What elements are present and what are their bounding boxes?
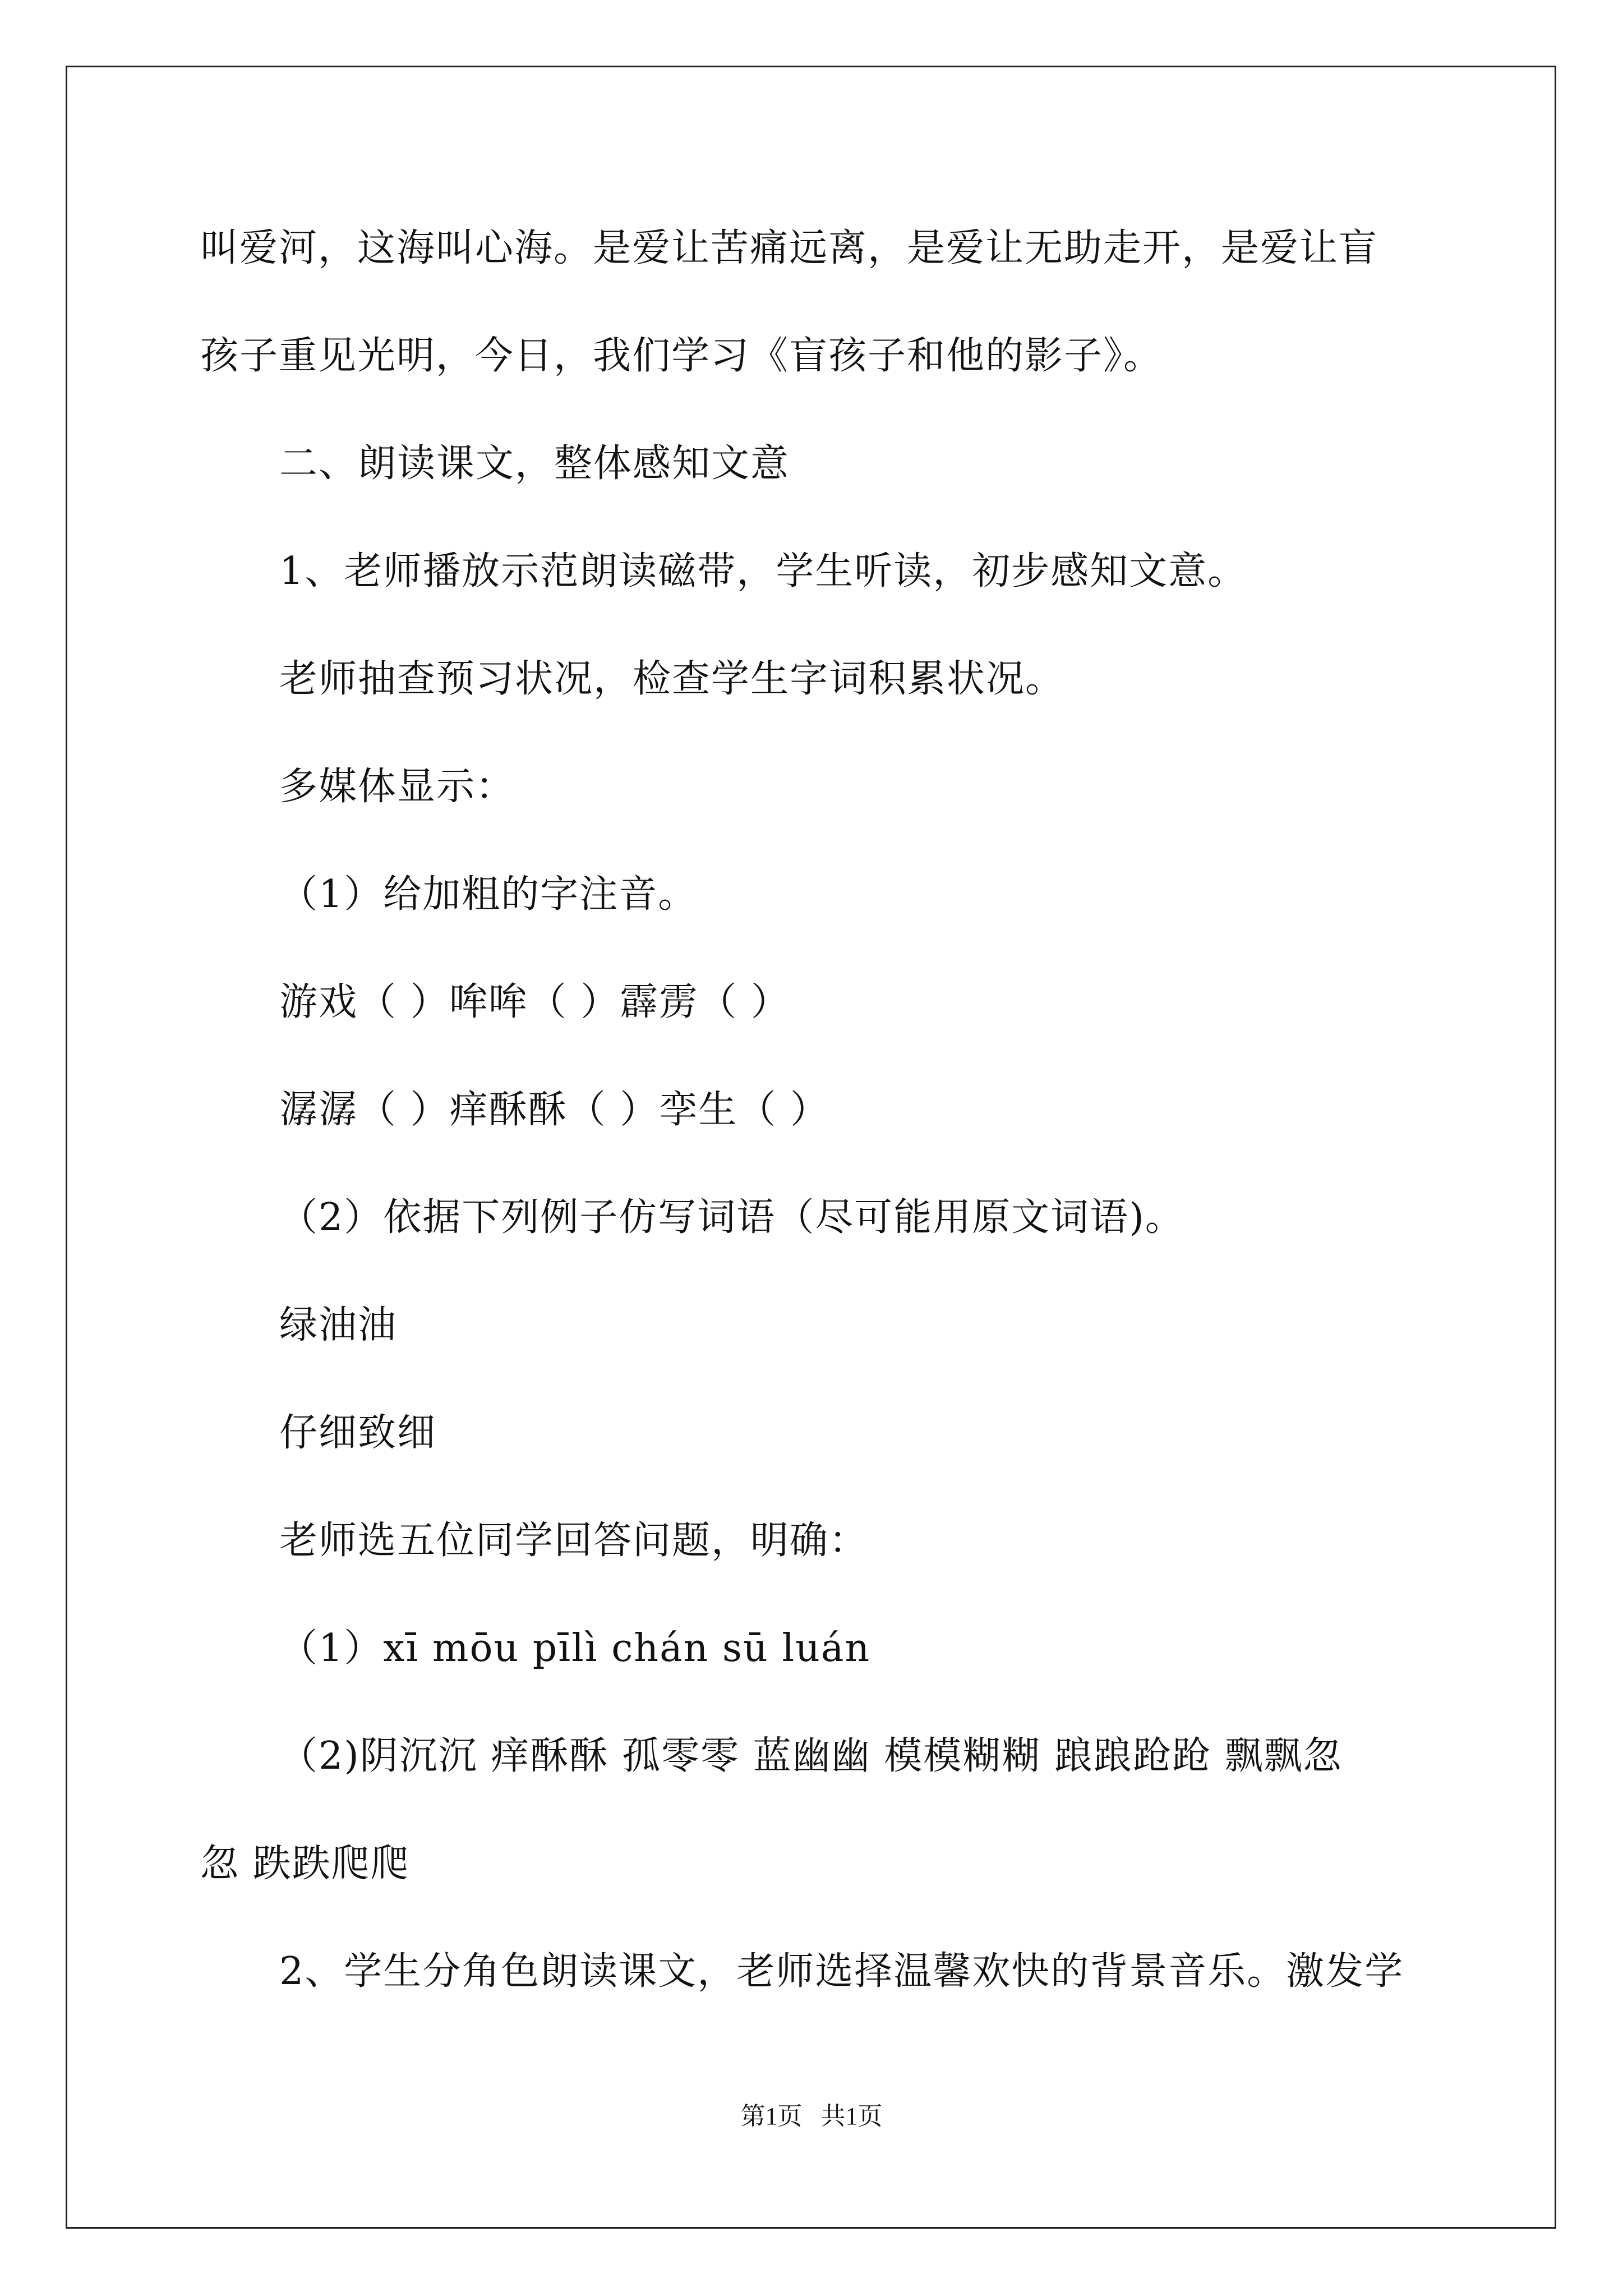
paragraph-line: 2、学生分角色朗读课文，老师选择温馨欢快的背景音乐。激发学 [279, 1949, 1404, 1994]
exercise-item: （2）依据下列例子仿写词语（尽可能用原文词语)。 [279, 1195, 1184, 1240]
paragraph-line: 老师选五位同学回答问题，明确： [279, 1519, 869, 1563]
paragraph-line: 老师抽查预习状况，检查学生字词积累状况。 [279, 657, 1065, 701]
answer-item: 忽 跌跌爬爬 [200, 1842, 410, 1886]
page-border [66, 66, 1556, 2229]
paragraph-line: 1、老师播放示范朗读磁带，学生听读，初步感知文意。 [279, 549, 1247, 593]
exercise-item: 潺潺（ ）痒酥酥（ ）孪生（ ） [279, 1088, 829, 1132]
exercise-item: 绿油油 [279, 1303, 398, 1347]
paragraph-line: 多媒体显示： [279, 765, 515, 809]
paragraph-line: 孩子重见光明，今日，我们学习《盲孩子和他的影子》。 [200, 334, 1163, 378]
exercise-item: 仔细致细 [279, 1411, 437, 1455]
answer-item: （2)阴沉沉 痒酥酥 孤零零 蓝幽幽 模模糊糊 踉踉跄跄 飘飘忽 [279, 1734, 1343, 1778]
paragraph-line: 叫爱河，这海叫心海。是爱让苦痛远离，是爱让无助走开，是爱让盲 [200, 226, 1378, 270]
exercise-item: 游戏（ ）哞哞（ ）霹雳（ ） [279, 980, 790, 1024]
section-heading: 二、朗读课文，整体感知文意 [279, 441, 790, 486]
page-number-footer: 第1页 共1页 [740, 2102, 883, 2130]
exercise-item: （1）给加粗的字注音。 [279, 872, 698, 917]
answer-item: （1）xī mōu pīlì chán sū luán [279, 1626, 871, 1671]
